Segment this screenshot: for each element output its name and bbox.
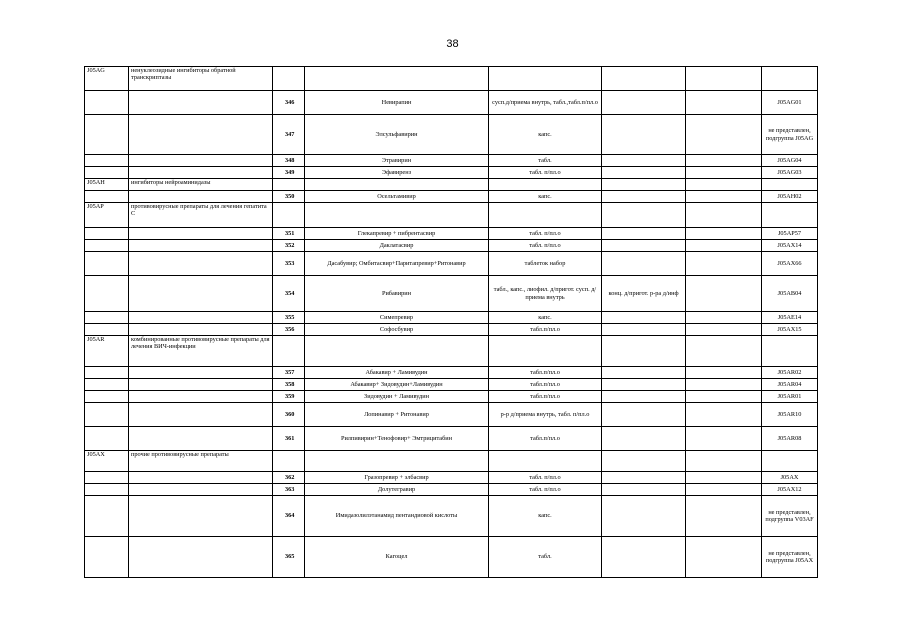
atc-group-code [85, 472, 129, 484]
atc-code: не представлен, подгруппа J05AX [762, 537, 818, 578]
dosage-form: капс. [489, 496, 602, 537]
empty-cell [686, 391, 762, 403]
atc-code: J05AX15 [762, 324, 818, 336]
atc-group-description [129, 191, 273, 203]
atc-code [762, 179, 818, 191]
table-row [85, 379, 818, 391]
table-row [85, 427, 818, 451]
dosage-form: табл.п/пл.о [489, 391, 602, 403]
table-row [85, 367, 818, 379]
atc-code [762, 203, 818, 228]
atc-group-description [129, 312, 273, 324]
dosage-form: табл. п/пл.о [489, 167, 602, 179]
atc-code: J05AR01 [762, 391, 818, 403]
atc-group-description [129, 240, 273, 252]
atc-group-code: J05AH [85, 179, 129, 191]
atc-code: J05AR08 [762, 427, 818, 451]
row-number: 363 [273, 484, 305, 496]
dosage-form-alt [602, 115, 686, 155]
drug-name: Дасабувир; Омбитасвир+Паритапревир+Ритонавир [305, 252, 489, 276]
atc-group-description: прочие противовирусные препараты [129, 451, 273, 472]
drug-name: Этравирин [305, 155, 489, 167]
atc-group-code [85, 403, 129, 427]
row-number: 360 [273, 403, 305, 427]
atc-group-code [85, 391, 129, 403]
table-row [85, 91, 818, 115]
table-row [85, 252, 818, 276]
empty-cell [686, 179, 762, 191]
atc-group-description [129, 115, 273, 155]
drug-name: Долутегравир [305, 484, 489, 496]
atc-code: J05AX [762, 472, 818, 484]
atc-group-description: ненуклеозидные ингибиторы обратной транскриптазы [129, 67, 273, 91]
dosage-form-alt [602, 240, 686, 252]
empty-cell [686, 203, 762, 228]
table-row [85, 484, 818, 496]
atc-group-description [129, 91, 273, 115]
atc-group-code [85, 367, 129, 379]
empty-cell [686, 240, 762, 252]
atc-group-code [85, 496, 129, 537]
empty-cell [686, 336, 762, 367]
atc-group-description [129, 403, 273, 427]
table-row [85, 324, 818, 336]
dosage-form: табл., капс., лиофил. д/пригот. сусп. д/приема внутрь [489, 276, 602, 312]
row-number: 346 [273, 91, 305, 115]
dosage-form: таблеток набор [489, 252, 602, 276]
dosage-form-alt [602, 379, 686, 391]
dosage-form-alt [602, 403, 686, 427]
atc-group-description [129, 167, 273, 179]
table-row [85, 240, 818, 252]
atc-group-description [129, 496, 273, 537]
atc-group-description [129, 367, 273, 379]
empty-cell [686, 276, 762, 312]
atc-group-description: комбинированные противовирусные препараты для лечения ВИЧ-инфекции [129, 336, 273, 367]
atc-code: не представлен, подгруппа J05AG [762, 115, 818, 155]
atc-group-code [85, 191, 129, 203]
atc-group-description [129, 484, 273, 496]
atc-code: J05AR10 [762, 403, 818, 427]
empty-cell [686, 367, 762, 379]
dosage-form-alt [602, 472, 686, 484]
dosage-form-alt [602, 484, 686, 496]
dosage-form [489, 336, 602, 367]
group-row [85, 336, 818, 367]
dosage-form: табл.п/пл.о [489, 427, 602, 451]
dosage-form: табл. п/пл.о [489, 472, 602, 484]
row-number [273, 67, 305, 91]
dosage-form: капс. [489, 191, 602, 203]
row-number: 356 [273, 324, 305, 336]
group-row [85, 203, 818, 228]
dosage-form [489, 203, 602, 228]
empty-cell [686, 472, 762, 484]
atc-code [762, 451, 818, 472]
dosage-form-alt [602, 537, 686, 578]
atc-group-code [85, 167, 129, 179]
row-number: 354 [273, 276, 305, 312]
dosage-form [489, 451, 602, 472]
empty-cell [686, 191, 762, 203]
empty-cell [686, 496, 762, 537]
atc-group-description [129, 472, 273, 484]
table-row [85, 167, 818, 179]
drug-name: Осельтамивир [305, 191, 489, 203]
row-number: 350 [273, 191, 305, 203]
dosage-form: сусп.д/приема внутрь, табл.,табл.п/пл.о [489, 91, 602, 115]
dosage-form-alt [602, 203, 686, 228]
empty-cell [686, 228, 762, 240]
row-number: 365 [273, 537, 305, 578]
dosage-form: р-р д/приема внутрь, табл. п/пл.о [489, 403, 602, 427]
drug-name [305, 203, 489, 228]
atc-group-description [129, 324, 273, 336]
drug-table [84, 66, 818, 578]
drug-name: Рилпивирин+Тенофовир+ Эмтрицитабин [305, 427, 489, 451]
atc-group-description [129, 155, 273, 167]
atc-group-code [85, 484, 129, 496]
drug-name: Даклатасвир [305, 240, 489, 252]
atc-group-code [85, 252, 129, 276]
dosage-form: табл. п/пл.о [489, 484, 602, 496]
row-number [273, 336, 305, 367]
atc-group-description [129, 537, 273, 578]
drug-name [305, 67, 489, 91]
dosage-form-alt [602, 324, 686, 336]
atc-group-description: противовирусные препараты для лечения гепатита С [129, 203, 273, 228]
empty-cell [686, 403, 762, 427]
atc-group-code: J05AP [85, 203, 129, 228]
dosage-form-alt [602, 67, 686, 91]
row-number: 361 [273, 427, 305, 451]
group-row [85, 179, 818, 191]
drug-name: Лопинавир + Ритонавир [305, 403, 489, 427]
row-number: 359 [273, 391, 305, 403]
drug-name [305, 451, 489, 472]
row-number: 358 [273, 379, 305, 391]
dosage-form-alt [602, 91, 686, 115]
dosage-form: табл.п/пл.о [489, 324, 602, 336]
atc-code: J05AB04 [762, 276, 818, 312]
row-number: 347 [273, 115, 305, 155]
table-row [85, 312, 818, 324]
row-number: 357 [273, 367, 305, 379]
dosage-form-alt [602, 191, 686, 203]
atc-group-description [129, 228, 273, 240]
atc-code: J05AG01 [762, 91, 818, 115]
atc-group-code [85, 115, 129, 155]
table-row [85, 115, 818, 155]
table-row [85, 276, 818, 312]
atc-group-description: ингибиторы нейроаминидазы [129, 179, 273, 191]
atc-group-code [85, 537, 129, 578]
empty-cell [686, 312, 762, 324]
dosage-form: капс. [489, 115, 602, 155]
table-row [85, 228, 818, 240]
row-number: 351 [273, 228, 305, 240]
atc-group-code [85, 312, 129, 324]
group-row [85, 67, 818, 91]
drug-name: Эфавиренз [305, 167, 489, 179]
dosage-form: капс. [489, 312, 602, 324]
dosage-form: табл. [489, 155, 602, 167]
dosage-form [489, 179, 602, 191]
dosage-form: табл.п/пл.о [489, 367, 602, 379]
empty-cell [686, 67, 762, 91]
atc-code: не представлен, подгруппа V03AF [762, 496, 818, 537]
drug-name: Гразопревир + элбасвир [305, 472, 489, 484]
table-row [85, 496, 818, 537]
row-number [273, 451, 305, 472]
page-number: 38 [446, 38, 459, 50]
atc-code: J05AG03 [762, 167, 818, 179]
row-number: 349 [273, 167, 305, 179]
dosage-form: табл. п/пл.о [489, 240, 602, 252]
drug-name: Невирапин [305, 91, 489, 115]
drug-name: Симепревир [305, 312, 489, 324]
atc-group-description [129, 427, 273, 451]
atc-group-code [85, 379, 129, 391]
empty-cell [686, 155, 762, 167]
dosage-form-alt [602, 451, 686, 472]
row-number: 348 [273, 155, 305, 167]
atc-code: J05AR04 [762, 379, 818, 391]
dosage-form-alt [602, 252, 686, 276]
atc-group-code [85, 155, 129, 167]
dosage-form-alt [602, 228, 686, 240]
row-number: 364 [273, 496, 305, 537]
atc-group-code [85, 91, 129, 115]
atc-group-code [85, 240, 129, 252]
drug-name: Зидовудин + Ламивудин [305, 391, 489, 403]
dosage-form-alt [602, 179, 686, 191]
empty-cell [686, 451, 762, 472]
atc-code: J05AX12 [762, 484, 818, 496]
row-number: 355 [273, 312, 305, 324]
atc-group-code: J05AX [85, 451, 129, 472]
atc-code: J05AX66 [762, 252, 818, 276]
dosage-form-alt: конц. д/пригот. р-ра д/инф [602, 276, 686, 312]
table-row [85, 191, 818, 203]
empty-cell [686, 167, 762, 179]
empty-cell [686, 537, 762, 578]
table-row [85, 391, 818, 403]
table-row [85, 537, 818, 578]
table-row [85, 403, 818, 427]
dosage-form-alt [602, 167, 686, 179]
atc-group-description [129, 391, 273, 403]
atc-code: J05AX14 [762, 240, 818, 252]
atc-code: J05AR02 [762, 367, 818, 379]
dosage-form-alt [602, 155, 686, 167]
dosage-form-alt [602, 312, 686, 324]
atc-group-code [85, 324, 129, 336]
drug-name: Софосбувир [305, 324, 489, 336]
atc-code: J05AP57 [762, 228, 818, 240]
drug-name [305, 179, 489, 191]
dosage-form-alt [602, 367, 686, 379]
atc-group-code [85, 427, 129, 451]
dosage-form: табл.п/пл.о [489, 379, 602, 391]
row-number [273, 203, 305, 228]
drug-name: Глекапревир + пибрентасвир [305, 228, 489, 240]
atc-code [762, 336, 818, 367]
dosage-form-alt [602, 427, 686, 451]
table-row [85, 155, 818, 167]
dosage-form: табл. [489, 537, 602, 578]
atc-group-description [129, 379, 273, 391]
dosage-form [489, 67, 602, 91]
row-number: 352 [273, 240, 305, 252]
row-number: 353 [273, 252, 305, 276]
dosage-form-alt [602, 391, 686, 403]
row-number: 362 [273, 472, 305, 484]
empty-cell [686, 252, 762, 276]
atc-group-description [129, 252, 273, 276]
drug-name: Элсульфавирин [305, 115, 489, 155]
atc-group-code [85, 276, 129, 312]
drug-name: Кагоцел [305, 537, 489, 578]
dosage-form-alt [602, 496, 686, 537]
atc-code: J05AG04 [762, 155, 818, 167]
atc-group-code [85, 228, 129, 240]
atc-group-code: J05AR [85, 336, 129, 367]
table-row [85, 472, 818, 484]
empty-cell [686, 427, 762, 451]
drug-name: Имидазолилэтанамид пентандиовой кислоты [305, 496, 489, 537]
empty-cell [686, 379, 762, 391]
group-row [85, 451, 818, 472]
drug-name: Рибавирин [305, 276, 489, 312]
drug-name [305, 336, 489, 367]
atc-code: J05AH02 [762, 191, 818, 203]
dosage-form: табл. п/пл.о [489, 228, 602, 240]
dosage-form-alt [602, 336, 686, 367]
row-number [273, 179, 305, 191]
drug-name: Абакавир+ Зидовудин+Ламивудин [305, 379, 489, 391]
empty-cell [686, 91, 762, 115]
empty-cell [686, 115, 762, 155]
drug-name: Абакавир + Ламивудин [305, 367, 489, 379]
atc-group-code: J05AG [85, 67, 129, 91]
atc-code: J05AE14 [762, 312, 818, 324]
empty-cell [686, 484, 762, 496]
atc-code [762, 67, 818, 91]
atc-group-description [129, 276, 273, 312]
empty-cell [686, 324, 762, 336]
